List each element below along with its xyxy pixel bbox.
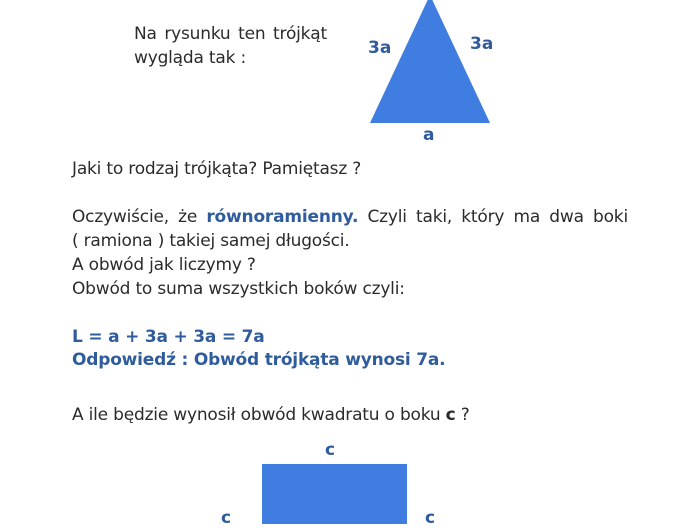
answer-line-1 [72, 205, 628, 229]
triangle-left-label: 3a [368, 38, 392, 58]
question-1: Jaki to rodzaj trójkąta? Pamiętasz ? [72, 159, 362, 179]
intro-line-1: Na rysunku ten trójkąt [134, 24, 327, 44]
answer-suffix: Czyli taki, który ma dwa boki [367, 207, 628, 227]
triangle-base-label: a [423, 125, 435, 145]
highlight-word: równoramienny. [206, 207, 359, 227]
intro-text [134, 22, 327, 70]
square-top-label: c [325, 440, 336, 460]
triangle-figure [360, 0, 500, 130]
triangle-shape [370, 0, 490, 123]
intro-line-2: wygląda tak : [134, 48, 246, 68]
answer-paragraph [72, 205, 628, 301]
triangle-right-label: 3a [470, 34, 494, 54]
answer-line-4: Obwód to suma wszystkich boków czyli: [72, 279, 405, 299]
square-right-label: c [425, 508, 436, 528]
answer-line-2: ( ramiona ) takiej samej długości. [72, 231, 350, 251]
square-shape [262, 464, 407, 524]
question-2 [72, 403, 470, 427]
formula: L = a + 3a + 3a = 7a [72, 327, 265, 347]
answer-prefix: Oczywiście, że [72, 207, 198, 227]
question-2-var: c [445, 405, 456, 425]
question-2-text: A ile będzie wynosił obwód kwadratu o boku [72, 405, 441, 425]
question-2-end: ? [460, 405, 470, 425]
final-answer: Odpowiedź : Obwód trójkąta wynosi 7a. [72, 350, 446, 370]
answer-line-3: A obwód jak liczymy ? [72, 255, 256, 275]
square-left-label: c [221, 508, 232, 528]
